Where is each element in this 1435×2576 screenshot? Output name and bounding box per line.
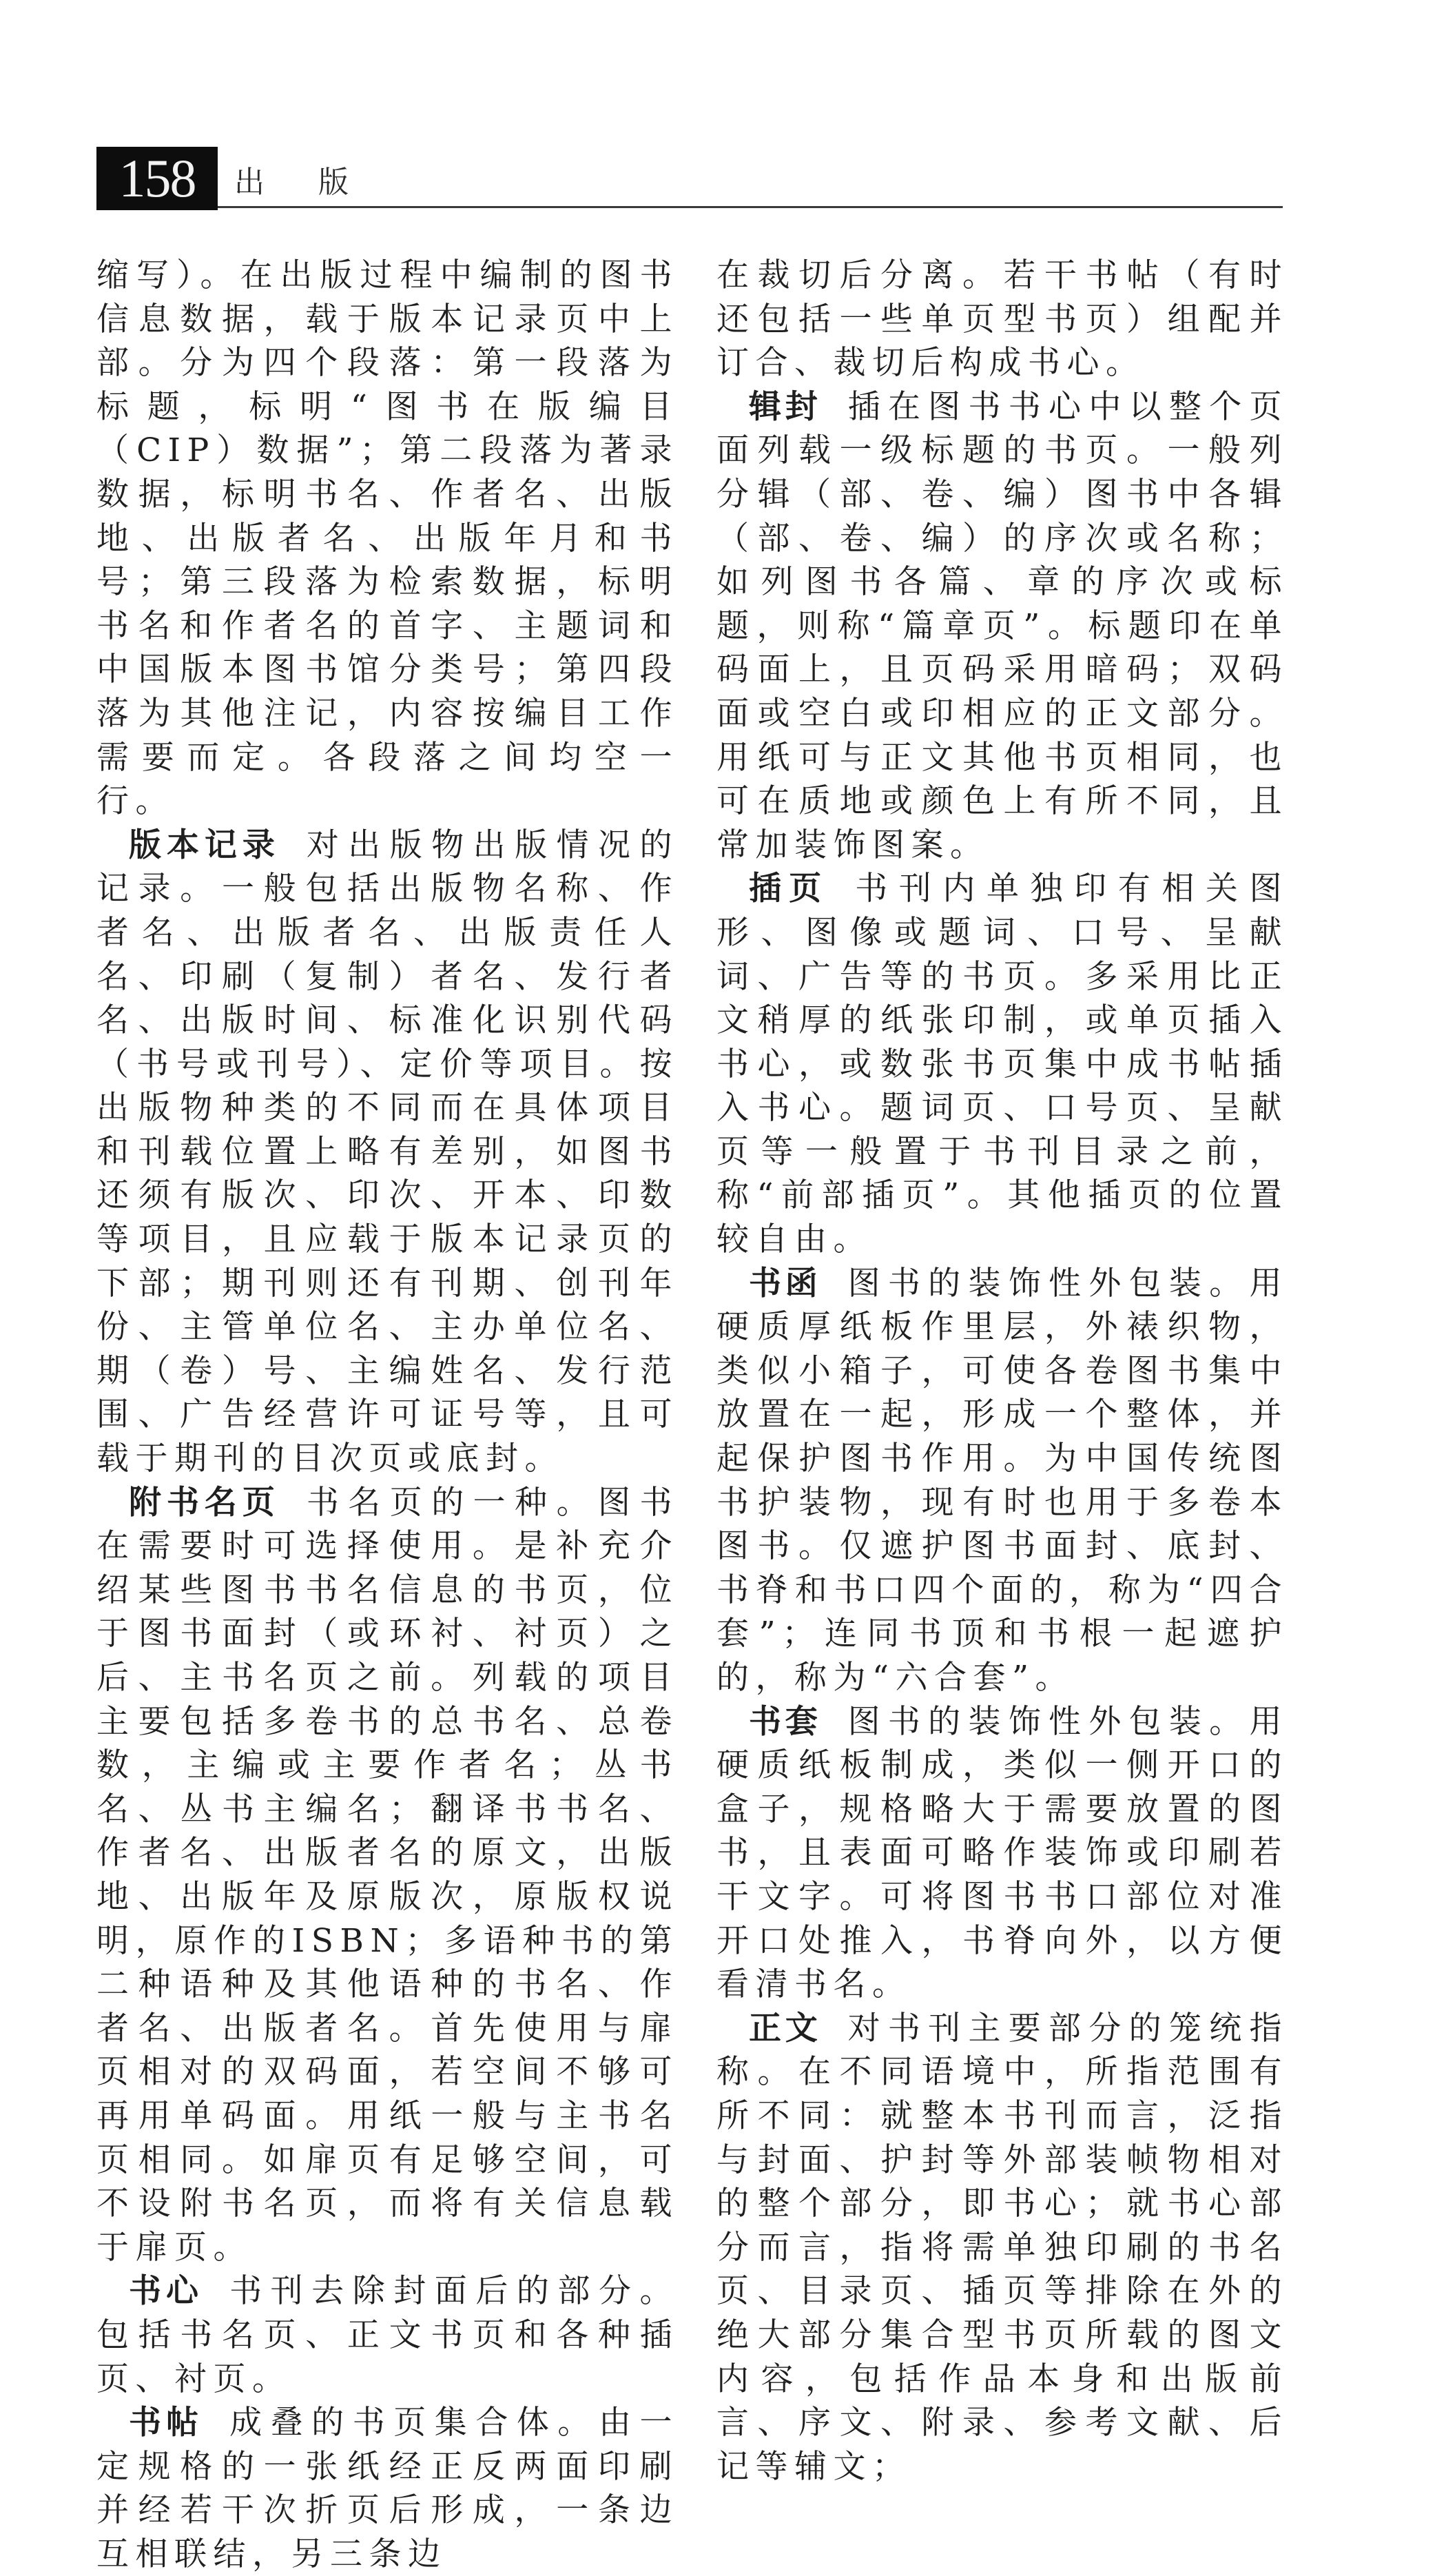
entry-paragraph — [716, 2007, 1288, 2489]
entry-term: 书套 — [749, 1702, 822, 1741]
entry-text: 书名页的一种。图书在需要时可选择使用。是补充介绍某些图书书名信息的书页，位于图书面封（或环衬、衬页）之后、主书名页之前。列载的项目主要包括多卷书的总书名、总卷数，主编或主要作者名；丛书名、丛书主编名；翻译书书名、作者名、出版者名的原文，出版地、出版年及原版次，原版权说明，原作的ISBN；多语种书的第二种语种及其他语种的书名、作者名、出版者名。首先使用与扉页相对的双码面，若空间不够可再用单码面。用纸一般与主书名页相同。如扉页有足够空间，可不设附书名页，而将有关信息载于扉页。 — [96, 1483, 679, 2267]
left-column — [96, 254, 679, 2576]
entry-text: 图书的装饰性外包装。用硬质纸板制成，类似一侧开口的盒子，规格略大于需要放置的图书，且表面可略作装饰或印刷若干文字。可将图书书口部位对准开口处推入，书脊向外，以方便看清书名。 — [716, 1702, 1289, 2004]
entry-term: 插页 — [749, 870, 829, 908]
entry-paragraph — [96, 1481, 679, 2270]
entry-term: 正文 — [749, 2009, 822, 2047]
entry-text: 插在图书书心中以整个页面列载一级标题的书页。一般列分辑（部、卷、编）图书中各辑（部、卷、编）的序次或名称；如列图书各篇、章的序次或标题，则称“篇章页”。标题印在单码面上，且页码采用暗码；双码面或空白或印相应的正文部分。用纸可与正文其他书页相同，也可在质地或颜色上有所不同，且常加装饰图案。 — [716, 387, 1289, 864]
page-number: 158 — [96, 147, 218, 210]
entry-text: 对出版物出版情况的记录。一般包括出版物名称、作者名、出版者名、出版责任人名、印刷（复制）者名、发行者名、出版时间、标准化识别代码（书号或刊号）、定价等项目。按出版物种类的不同而在具体项目和刊载位置上略有差别，如图书还须有版次、印次、开本、印数等项目，且应载于版本记录页的下部；期刊则还有刊期、创刊年份、主管单位名、主办单位名、期（卷）号、主编姓名、发行范围、广告经营许可证号等，且可载于期刊的目次页或底封。 — [96, 826, 679, 1478]
right-column — [716, 254, 1288, 2488]
entry-paragraph — [96, 2401, 679, 2576]
entry-term: 辑封 — [749, 387, 822, 426]
entry-term: 书函 — [749, 1264, 822, 1302]
entry-term: 书心 — [129, 2272, 204, 2311]
entry-term: 版本记录 — [129, 826, 280, 864]
entry-paragraph — [716, 1262, 1288, 1700]
header-rule — [218, 206, 1283, 208]
entry-text: 书刊内单独印有相关图形、图像或题词、口号、呈献词、广告等的书页。多采用比正文稍厚的纸张印制，或单页插入书心，或数张书页集中成书帖插入书心。题词页、口号页、呈献页等一般置于书刊目录之前，称“前部插页”。其他插页的位置较自由。 — [716, 870, 1289, 1259]
entry-text: 成叠的书页集合体。由一定规格的一张纸经正反两面印刷并经若干次折页后形成，一条边互相联结，另三条边 — [96, 2404, 679, 2573]
entry-paragraph — [716, 385, 1288, 868]
entry-paragraph — [96, 824, 679, 1481]
entry-paragraph — [716, 1700, 1288, 2007]
page-header — [96, 147, 1283, 210]
entry-paragraph — [716, 867, 1288, 1261]
entry-term: 书帖 — [129, 2404, 204, 2442]
entry-paragraph — [716, 254, 1288, 385]
entry-paragraph — [96, 254, 679, 824]
entry-text: 在裁切后分离。若干书帖（有时还包括一些单页型书页）组配并订合、裁切后构成书心。 — [716, 256, 1288, 382]
running-title: 出 版 — [234, 165, 371, 200]
entry-text: 书刊去除封面后的部分。包括书名页、正文书页和各种插页、衬页。 — [96, 2272, 679, 2398]
entry-term: 附书名页 — [129, 1483, 280, 1522]
entry-text: 缩写）。在出版过程中编制的图书信息数据，载于版本记录页中上部。分为四个段落：第一段落为标题，标明“图书在版编目（CIP）数据”；第二段落为著录数据，标明书名、作者名、出版地、出版者名、出版年月和书号；第三段落为检索数据，标明书名和作者名的首字、主题词和中国版本图书馆分类号；第四段落为其他注记，内容按编目工作需要而定。各段落之间均空一行。 — [96, 256, 679, 821]
entry-text: 对书刊主要部分的笼统指称。在不同语境中，所指范围有所不同：就整本书刊而言，泛指与封面、护封等外部装帧物相对的整个部分，即书心；就书心部分而言，指将需单独印刷的书名页、目录页、插页等排除在外的绝大部分集合型书页所载的图文内容，包括作品本身和出版前言、序文、附录、参考文献、后记等辅文； — [716, 2009, 1289, 2486]
entry-text: 图书的装饰性外包装。用硬质厚纸板作里层，外裱织物，类似小箱子，可使各卷图书集中放置在一起，形成一个整体，并起保护图书作用。为中国传统图书护装物，现有时也用于多卷本图书。仅遮护图书面封、底封、书脊和书口四个面的，称为“四合套”；连同书顶和书根一起遮护的，称为“六合套”。 — [716, 1264, 1289, 1697]
entry-paragraph — [96, 2269, 679, 2401]
